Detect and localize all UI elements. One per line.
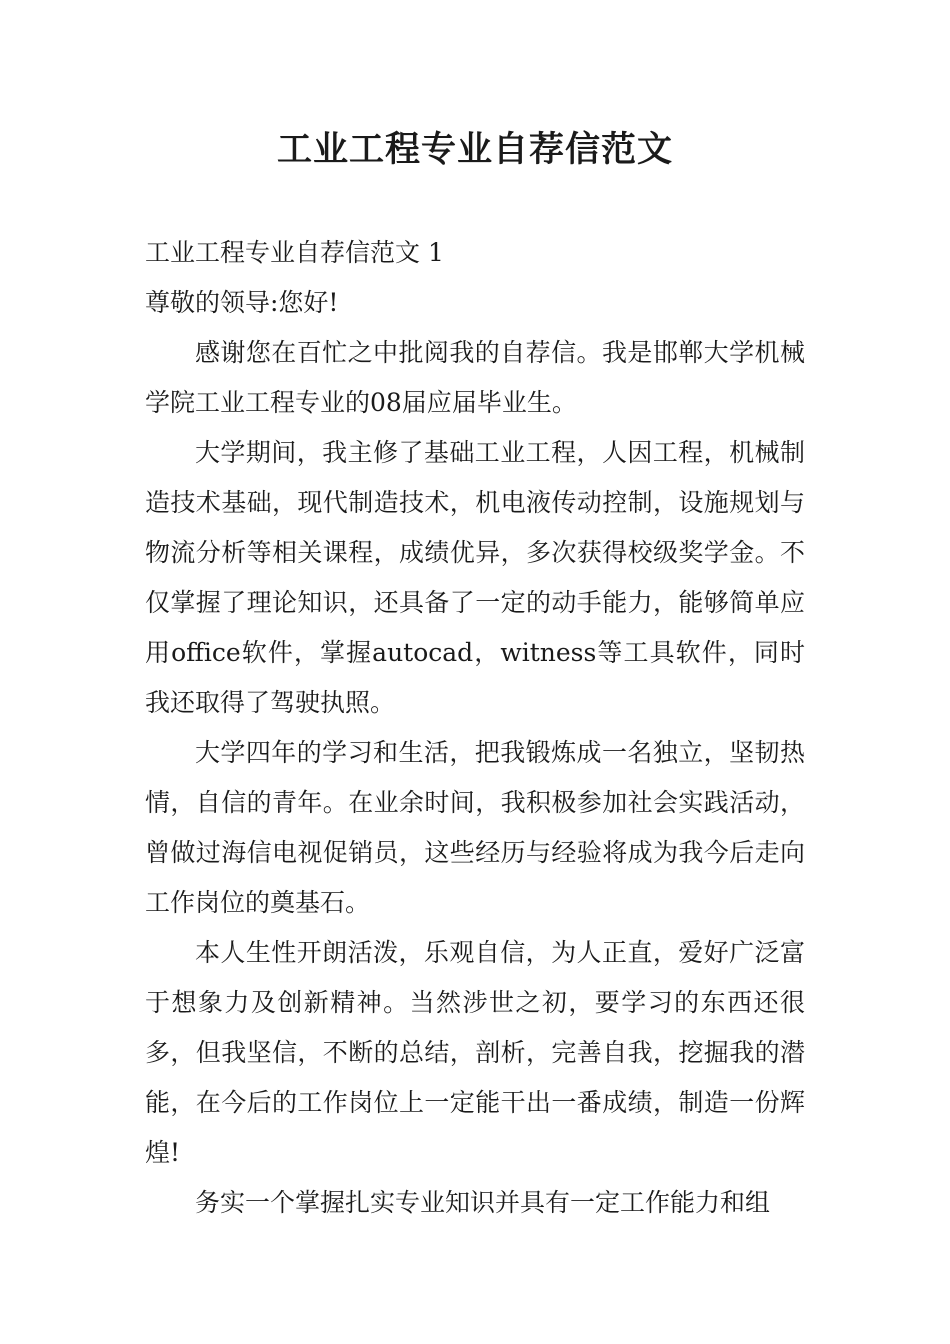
- paragraph-2: 大学期间，我主修了基础工业工程，人因工程，机械制造技术基础，现代制造技术，机电液传动控制，设施规划与物流分析等相关课程，成绩优异，多次获得校级奖学金。不仅掌握了理论知识，还具备了一定的动手能力，能够简单应用office软件，掌握autocad，witness等工具软件，同时我还取得了驾驶执照。: [145, 438, 805, 717]
- document-body: [145, 228, 805, 1228]
- section-heading: 工业工程专业自荐信范文 1: [145, 238, 444, 267]
- greeting: 尊敬的领导:您好!: [145, 288, 339, 317]
- document-title: 工业工程专业自荐信范文: [276, 129, 673, 170]
- paragraph-4: 本人生性开朗活泼，乐观自信，为人正直，爱好广泛富于想象力及创新精神。当然涉世之初，要学习的东西还很多，但我坚信，不断的总结，剖析，完善自我，挖掘我的潜能，在今后的工作岗位上一定能干出一番成绩，制造一份辉煌!: [145, 938, 805, 1167]
- paragraph-1: 感谢您在百忙之中批阅我的自荐信。我是邯郸大学机械学院工业工程专业的08届应届毕业生。: [145, 338, 805, 417]
- paragraph-3: 大学四年的学习和生活，把我锻炼成一名独立，坚韧热情，自信的青年。在业余时间，我积极参加社会实践活动，曾做过海信电视促销员，这些经历与经验将成为我今后走向工作岗位的奠基石。: [145, 738, 805, 917]
- paragraph-5: 务实一个掌握扎实专业知识并具有一定工作能力和组: [195, 1188, 771, 1217]
